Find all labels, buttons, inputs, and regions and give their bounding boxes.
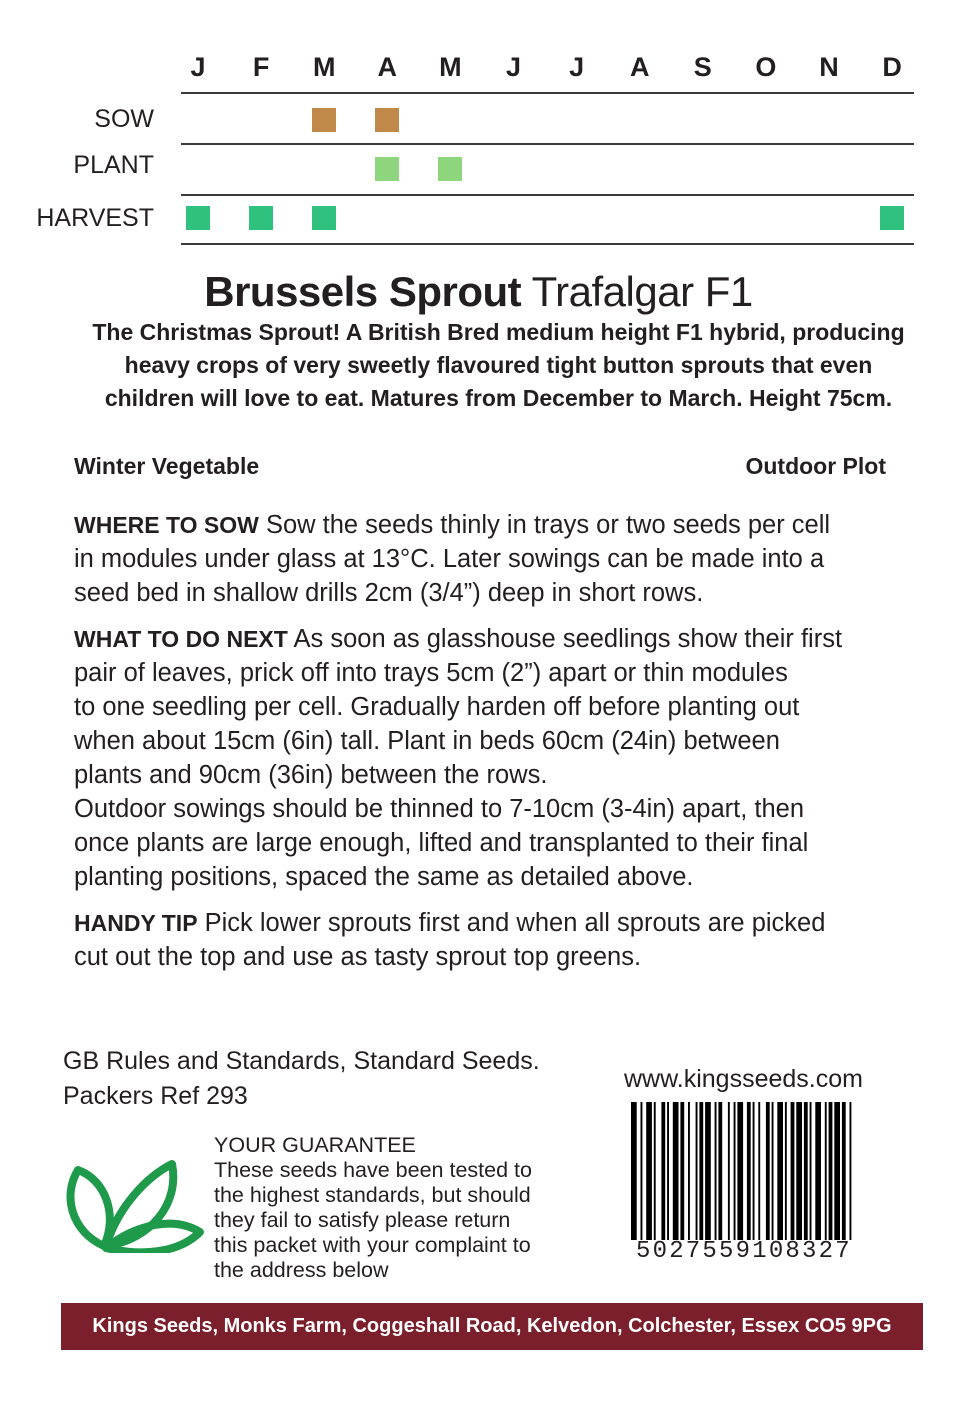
month-label: F bbox=[252, 52, 270, 82]
what-to-do-next-section bbox=[74, 622, 934, 894]
barcode-bar bbox=[705, 1102, 711, 1240]
month-label: J bbox=[569, 52, 585, 82]
where-to-sow-heading: WHERE TO SOW bbox=[74, 512, 259, 538]
barcode-bar bbox=[688, 1102, 690, 1240]
barcode-bar bbox=[631, 1102, 637, 1240]
barcode-bar bbox=[654, 1102, 656, 1240]
month-label: M bbox=[439, 52, 462, 82]
calendar-marker-plant bbox=[375, 157, 399, 181]
barcode-bar bbox=[718, 1102, 722, 1240]
barcode-bar bbox=[829, 1102, 833, 1240]
guarantee-line: the highest standards, but should bbox=[214, 1183, 531, 1207]
barcode-bar bbox=[766, 1102, 770, 1240]
month-label: O bbox=[755, 52, 777, 82]
barcode-bar bbox=[777, 1102, 783, 1240]
paragraph-line: Sow the seeds thinly in trays or two seeds per cell bbox=[258, 511, 831, 539]
guarantee-heading: YOUR GUARANTEE bbox=[214, 1133, 416, 1157]
paragraph-line: in modules under glass at 13°C. Later sowings can be made into a bbox=[74, 545, 825, 573]
description-line: The Christmas Sprout! A British Bred medium height F1 hybrid, producing bbox=[92, 319, 905, 345]
calendar-marker-sow bbox=[375, 108, 399, 132]
calendar-marker-sow bbox=[312, 108, 336, 132]
barcode-bar bbox=[772, 1102, 774, 1240]
guarantee-line: they fail to satisfy please return bbox=[214, 1208, 511, 1232]
barcode-bar bbox=[728, 1102, 730, 1240]
calendar-marker-harvest bbox=[186, 206, 210, 230]
barcode-bar bbox=[785, 1102, 787, 1240]
where-to-sow-section bbox=[74, 508, 934, 610]
calendar-marker-harvest bbox=[312, 206, 336, 230]
barcode-bar bbox=[815, 1102, 821, 1240]
barcode-bar bbox=[842, 1102, 846, 1240]
guarantee-line: These seeds have been tested to bbox=[214, 1158, 532, 1182]
month-label: N bbox=[819, 52, 839, 82]
barcode-bar bbox=[715, 1102, 717, 1240]
month-label: M bbox=[312, 52, 336, 82]
paragraph-line: to one seedling per cell. Gradually harden off before planting out bbox=[74, 693, 800, 721]
paragraph-line: once plants are large enough, lifted and transplanted to their final bbox=[74, 829, 809, 857]
row-label-plant: PLANT bbox=[73, 151, 154, 179]
divider bbox=[181, 143, 914, 145]
barcode-bar bbox=[734, 1102, 736, 1240]
description-line: heavy crops of very sweetly flavoured tight button sprouts that even bbox=[124, 352, 873, 378]
paragraph-line: Outdoor sowings should be thinned to 7-10cm (3-4in) apart, then bbox=[74, 795, 805, 823]
rules-line: GB Rules and Standards, Standard Seeds. bbox=[63, 1047, 540, 1075]
month-label: J bbox=[190, 52, 206, 82]
barcode-bar bbox=[661, 1102, 665, 1240]
paragraph-line: cut out the top and use as tasty sprout top greens. bbox=[74, 943, 642, 971]
month-label: J bbox=[505, 52, 522, 82]
month-label: A bbox=[629, 52, 650, 82]
packers-ref: Packers Ref 293 bbox=[63, 1082, 248, 1110]
paragraph-line: plants and 90cm (36in) between the rows. bbox=[74, 761, 548, 789]
divider bbox=[181, 194, 914, 196]
barcode-number: 5027559108327 bbox=[636, 1238, 852, 1265]
barcode-bar bbox=[737, 1102, 743, 1240]
location-tag: Outdoor Plot bbox=[745, 453, 886, 479]
barcode-bar bbox=[796, 1102, 802, 1240]
category-tag: Winter Vegetable bbox=[74, 453, 260, 479]
paragraph-line: when about 15cm (6in) tall. Plant in beds 60cm (24in) between bbox=[74, 727, 780, 755]
barcode-bar bbox=[850, 1102, 852, 1240]
barcode-bar bbox=[804, 1102, 808, 1240]
barcode-bar bbox=[699, 1102, 703, 1240]
barcode-bar bbox=[825, 1102, 827, 1240]
calendar-marker-harvest bbox=[249, 206, 273, 230]
guarantee-line: this packet with your complaint to bbox=[214, 1233, 531, 1257]
barcode-bar bbox=[641, 1102, 643, 1240]
product-title-variety: Trafalgar F1 bbox=[521, 268, 753, 315]
barcode-bar bbox=[753, 1102, 755, 1240]
what-to-do-next-heading: WHAT TO DO NEXT bbox=[74, 626, 288, 652]
divider bbox=[181, 92, 914, 94]
guarantee-block bbox=[214, 1133, 594, 1283]
paragraph-line: Pick lower sprouts first and when all sprouts are picked bbox=[197, 909, 826, 937]
month-label: S bbox=[693, 52, 712, 82]
barcode-bar bbox=[680, 1102, 684, 1240]
handy-tip-heading: HANDY TIP bbox=[74, 910, 198, 936]
paragraph-line: planting positions, spaced the same as detailed above. bbox=[74, 863, 694, 891]
handy-tip-section bbox=[74, 906, 934, 974]
address-footer: Kings Seeds, Monks Farm, Coggeshall Road, Kelvedon, Colchester, Essex CO5 9PG bbox=[61, 1303, 923, 1350]
barcode-bar bbox=[810, 1102, 812, 1240]
month-label: A bbox=[377, 52, 398, 82]
website-link[interactable]: www.kingsseeds.com bbox=[624, 1065, 863, 1093]
paragraph-line: As soon as glasshouse seedlings show their first bbox=[287, 625, 843, 653]
description-line: children will love to eat. Matures from December to March. Height 75cm. bbox=[104, 385, 893, 411]
barcode-bar bbox=[791, 1102, 795, 1240]
product-title bbox=[0, 268, 957, 316]
barcode-bar bbox=[696, 1102, 698, 1240]
calendar-marker-harvest bbox=[880, 206, 904, 230]
barcode-bar bbox=[747, 1102, 751, 1240]
product-description bbox=[60, 316, 937, 415]
barcode-bar bbox=[758, 1102, 760, 1240]
paragraph-line: pair of leaves, prick off into trays 5cm (2”) apart or thin modules bbox=[74, 659, 788, 687]
barcode bbox=[631, 1102, 903, 1240]
calendar-marker-plant bbox=[438, 157, 462, 181]
barcode-bar bbox=[673, 1102, 679, 1240]
month-label: D bbox=[882, 52, 902, 82]
paragraph-line: seed bed in shallow drills 2cm (3/4”) deep in short rows. bbox=[74, 579, 704, 607]
divider bbox=[181, 243, 914, 245]
guarantee-line: the address below bbox=[214, 1258, 389, 1282]
barcode-bar bbox=[834, 1102, 840, 1240]
row-label-sow: SOW bbox=[94, 105, 154, 133]
leaf-logo-icon bbox=[66, 1158, 206, 1253]
product-title-bold: Brussels Sprout bbox=[204, 268, 522, 315]
barcode-bar bbox=[667, 1102, 669, 1240]
barcode-bar bbox=[646, 1102, 652, 1240]
row-label-harvest: HARVEST bbox=[36, 204, 154, 232]
